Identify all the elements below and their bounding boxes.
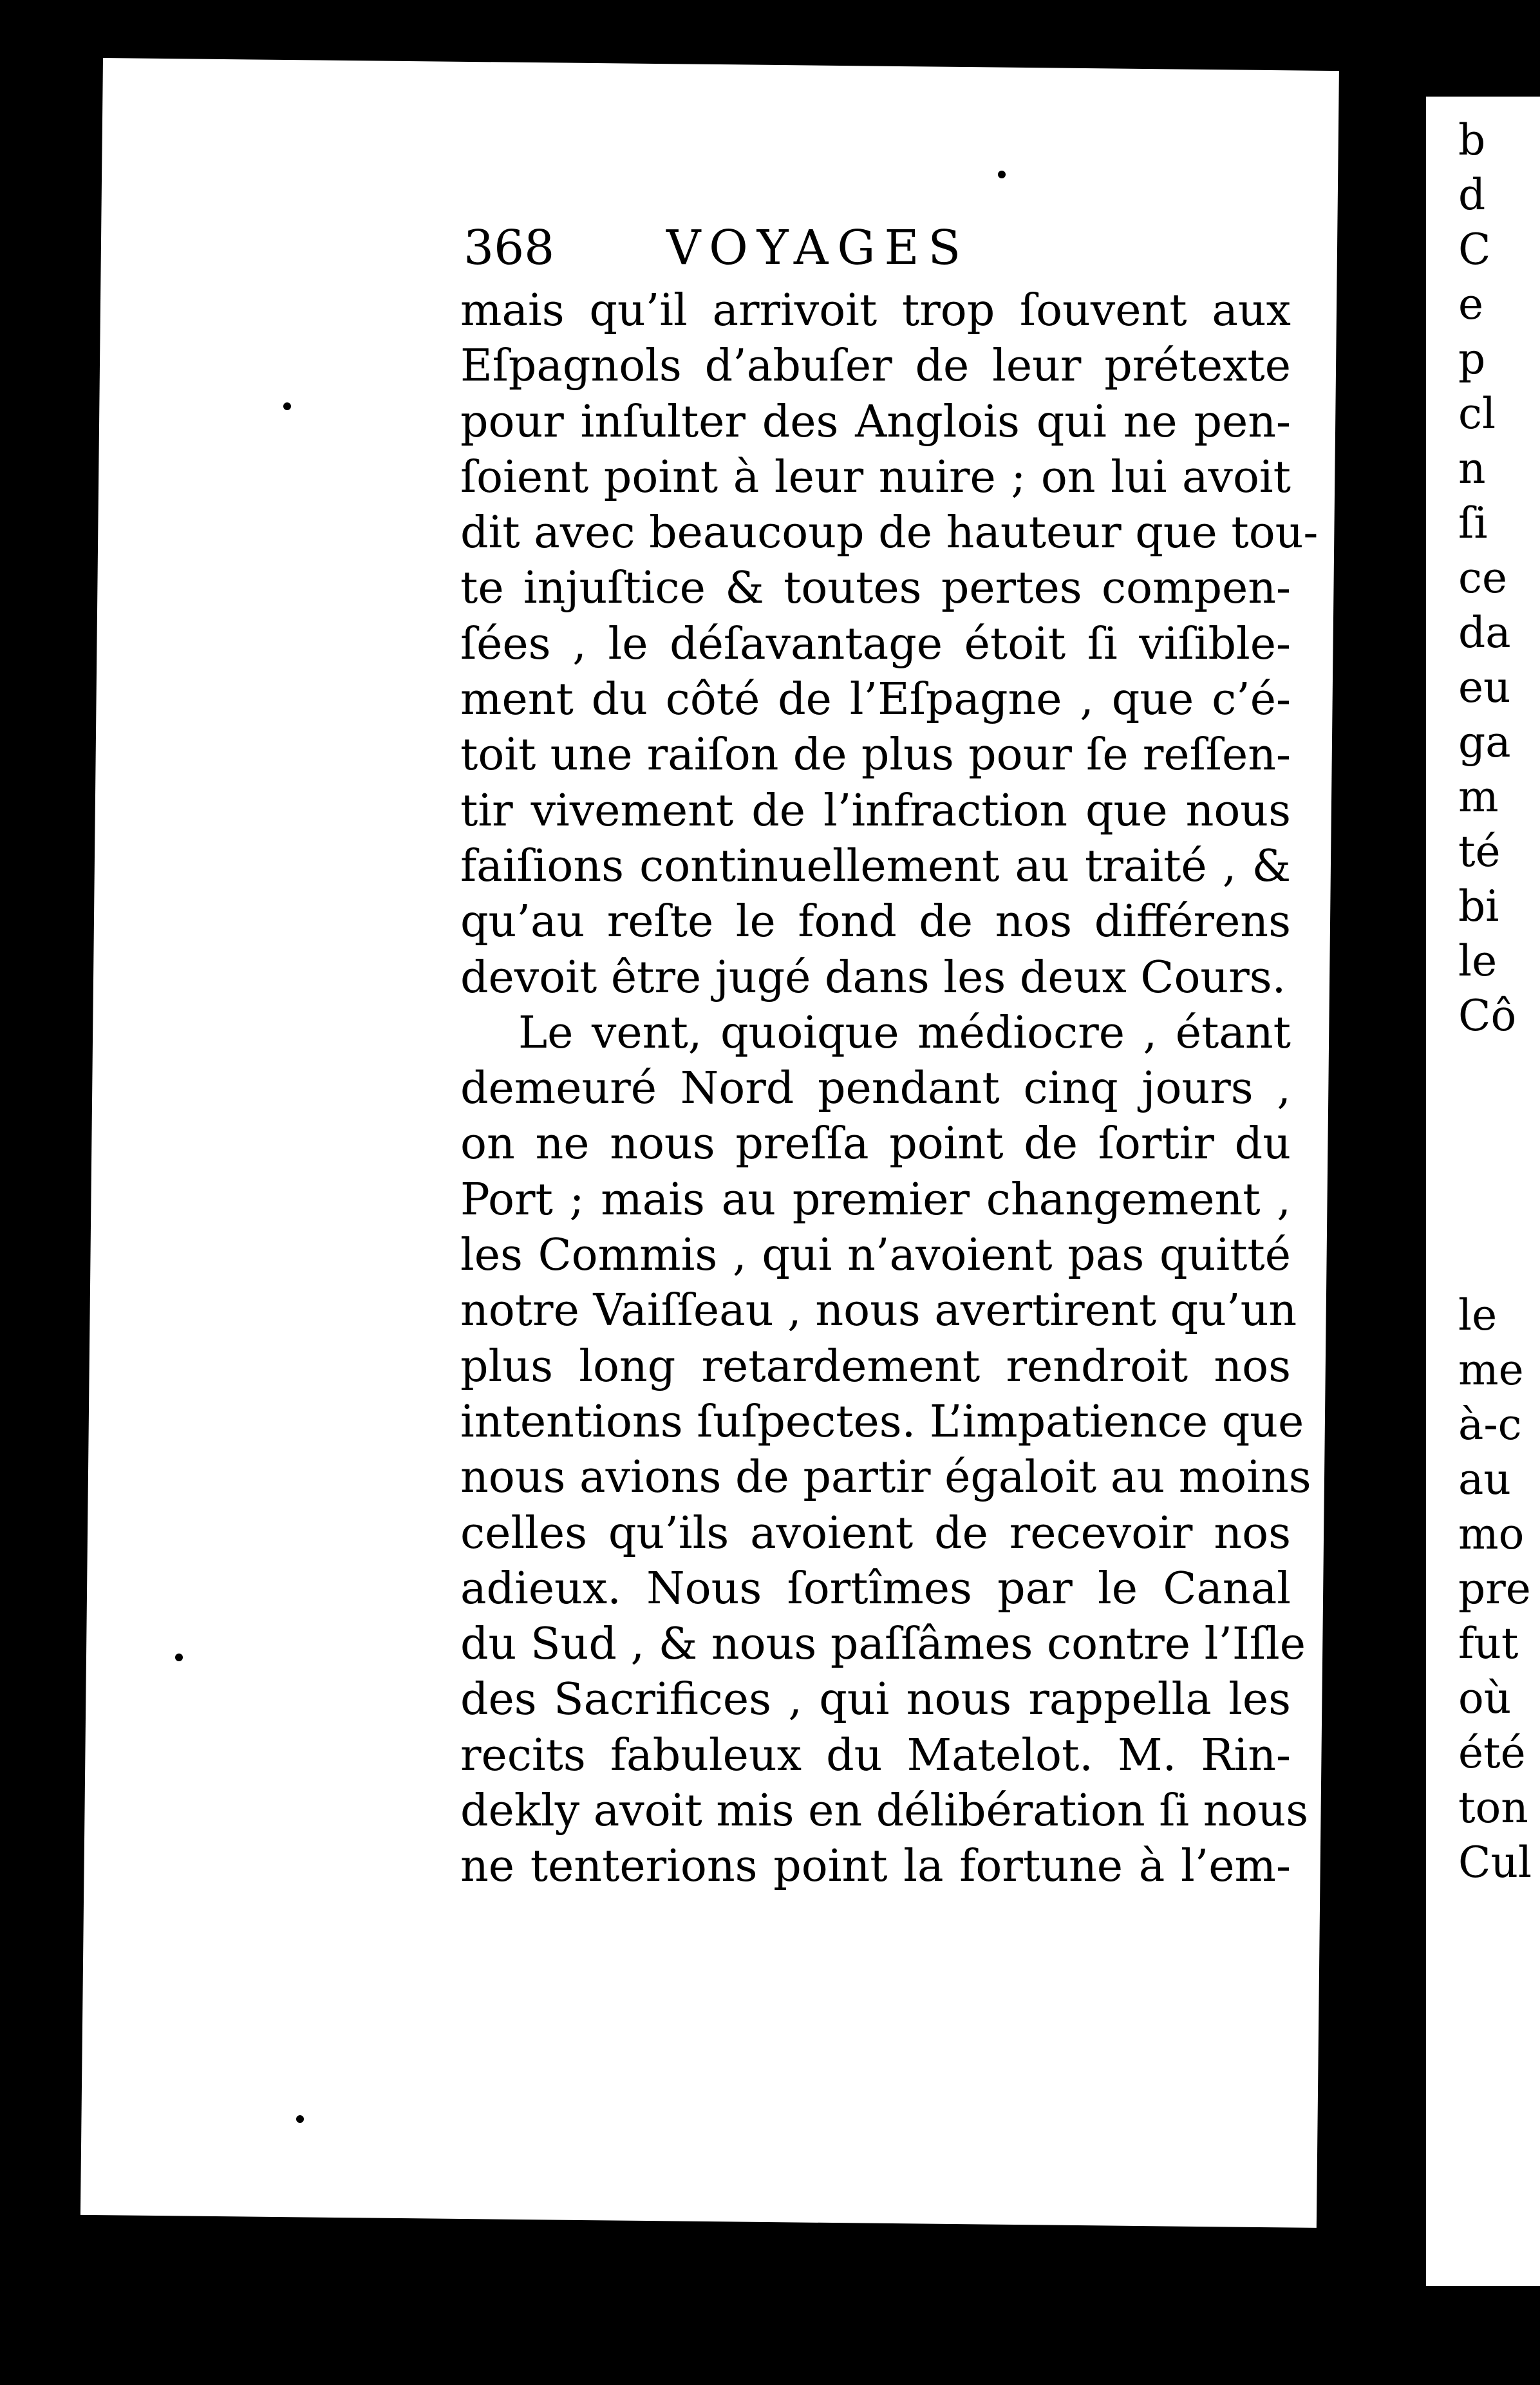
page-number: 368 (464, 220, 555, 276)
text-line: notre Vaiſſeau , nous avertirent qu’un (460, 1285, 1297, 1337)
facing-page-fragment: n (1458, 444, 1486, 493)
facing-page-fragment: b (1458, 115, 1486, 165)
text-line: demeuré Nord pendant cinq jours , (460, 1063, 1291, 1115)
facing-page-fragment: d (1458, 170, 1486, 220)
facing-page-fragment: bi (1458, 881, 1499, 931)
running-title: VOYAGES (666, 220, 970, 276)
text-line: les Commis , qui n’avoient pas quitté (460, 1230, 1291, 1281)
text-line: qu’au reſte le fond de nos différens (460, 896, 1291, 948)
facing-page-fragment: Cô (1458, 991, 1517, 1041)
text-line: ne tenterions point la fortune à l’em- (460, 1841, 1291, 1892)
facing-page-fragment: le (1458, 1290, 1498, 1340)
facing-page-fragment: C (1458, 225, 1491, 274)
facing-page-fragment: pre (1458, 1564, 1531, 1614)
facing-page-fragment: p (1458, 334, 1486, 384)
text-line: dekly avoit mis en délibération ſi nous (460, 1786, 1309, 1837)
text-line: tir vivement de l’infraction que nous (460, 785, 1291, 836)
text-line: ſoient point à leur nuire ; on lui avoit (460, 451, 1291, 503)
body-text (460, 283, 1319, 1895)
ink-speck (283, 402, 291, 410)
facing-page-fragment: ton (1458, 1783, 1528, 1833)
facing-page-fragment: Cul (1458, 1838, 1532, 1887)
ink-speck (175, 1654, 183, 1661)
ink-speck (296, 2115, 304, 2123)
facing-page-fragment: eu (1458, 663, 1511, 712)
text-line: celles qu’ils avoient de recevoir nos (460, 1507, 1291, 1559)
facing-page-fragment: à-c (1458, 1400, 1522, 1449)
text-line: toit une raiſon de plus pour ſe reſſen- (460, 730, 1291, 781)
text-line: pour inſulter des Anglois qui ne pen- (460, 396, 1291, 448)
facing-page-fragment: cl (1458, 389, 1496, 438)
text-line: des Sacrifices , qui nous rappella les (460, 1674, 1291, 1726)
text-line: nous avions de partir égaloit au moins (460, 1452, 1311, 1504)
facing-page-fragment: té (1458, 827, 1501, 876)
facing-page-fragment: e (1458, 279, 1484, 329)
facing-page-fragment: ce (1458, 553, 1508, 603)
facing-page-fragment: été (1458, 1728, 1526, 1778)
facing-page-fragment: fut (1458, 1619, 1519, 1668)
text-line: du Sud , & nous paſſâmes contre l’Iſle (460, 1619, 1306, 1670)
ink-speck (998, 171, 1006, 178)
text-line: Port ; mais au premier changement , (460, 1174, 1291, 1225)
text-line: adieux. Nous ſortîmes par le Canal (460, 1563, 1291, 1614)
facing-page-fragment: ga (1458, 717, 1511, 767)
text-line: ſées , le déſavantage étoit ſi viſible- (460, 618, 1291, 670)
facing-page-fragment: m (1458, 772, 1499, 822)
facing-page-fragment: da (1458, 608, 1511, 657)
facing-page-edge (1426, 97, 1540, 2286)
text-line: dit avec beaucoup de hauteur que tou- (460, 507, 1319, 559)
text-line: intentions ſuſpectes. L’impatience que (460, 1396, 1304, 1447)
page-header (464, 216, 1301, 280)
text-line: on ne nous preſſa point de ſortir du (460, 1118, 1291, 1170)
text-line: devoit être jugé dans les deux Cours. (460, 952, 1286, 1003)
text-line: te injuſtice & toutes pertes compen- (460, 563, 1291, 614)
text-line: ment du côté de l’Eſpagne , que c’é- (460, 674, 1291, 726)
facing-page-fragment: le (1458, 936, 1498, 986)
text-line: plus long retardement rendroit nos (460, 1341, 1291, 1392)
facing-page-fragment: me (1458, 1345, 1524, 1395)
text-line: faiſions continuellement au traité , & (460, 840, 1291, 892)
text-line: Le vent, quoique médiocre , étant (518, 1007, 1291, 1059)
facing-page-fragment: au (1458, 1455, 1511, 1504)
facing-page-fragment: ſi (1458, 498, 1488, 548)
text-line: recits fabuleux du Matelot. M. Rin- (460, 1730, 1291, 1781)
facing-page-fragment: mo (1458, 1509, 1525, 1559)
facing-page-fragment: où (1458, 1673, 1512, 1723)
text-line: Eſpagnols d’abuſer de leur prétexte (460, 341, 1291, 392)
text-line: mais qu’il arrivoit trop ſouvent aux (460, 285, 1291, 336)
